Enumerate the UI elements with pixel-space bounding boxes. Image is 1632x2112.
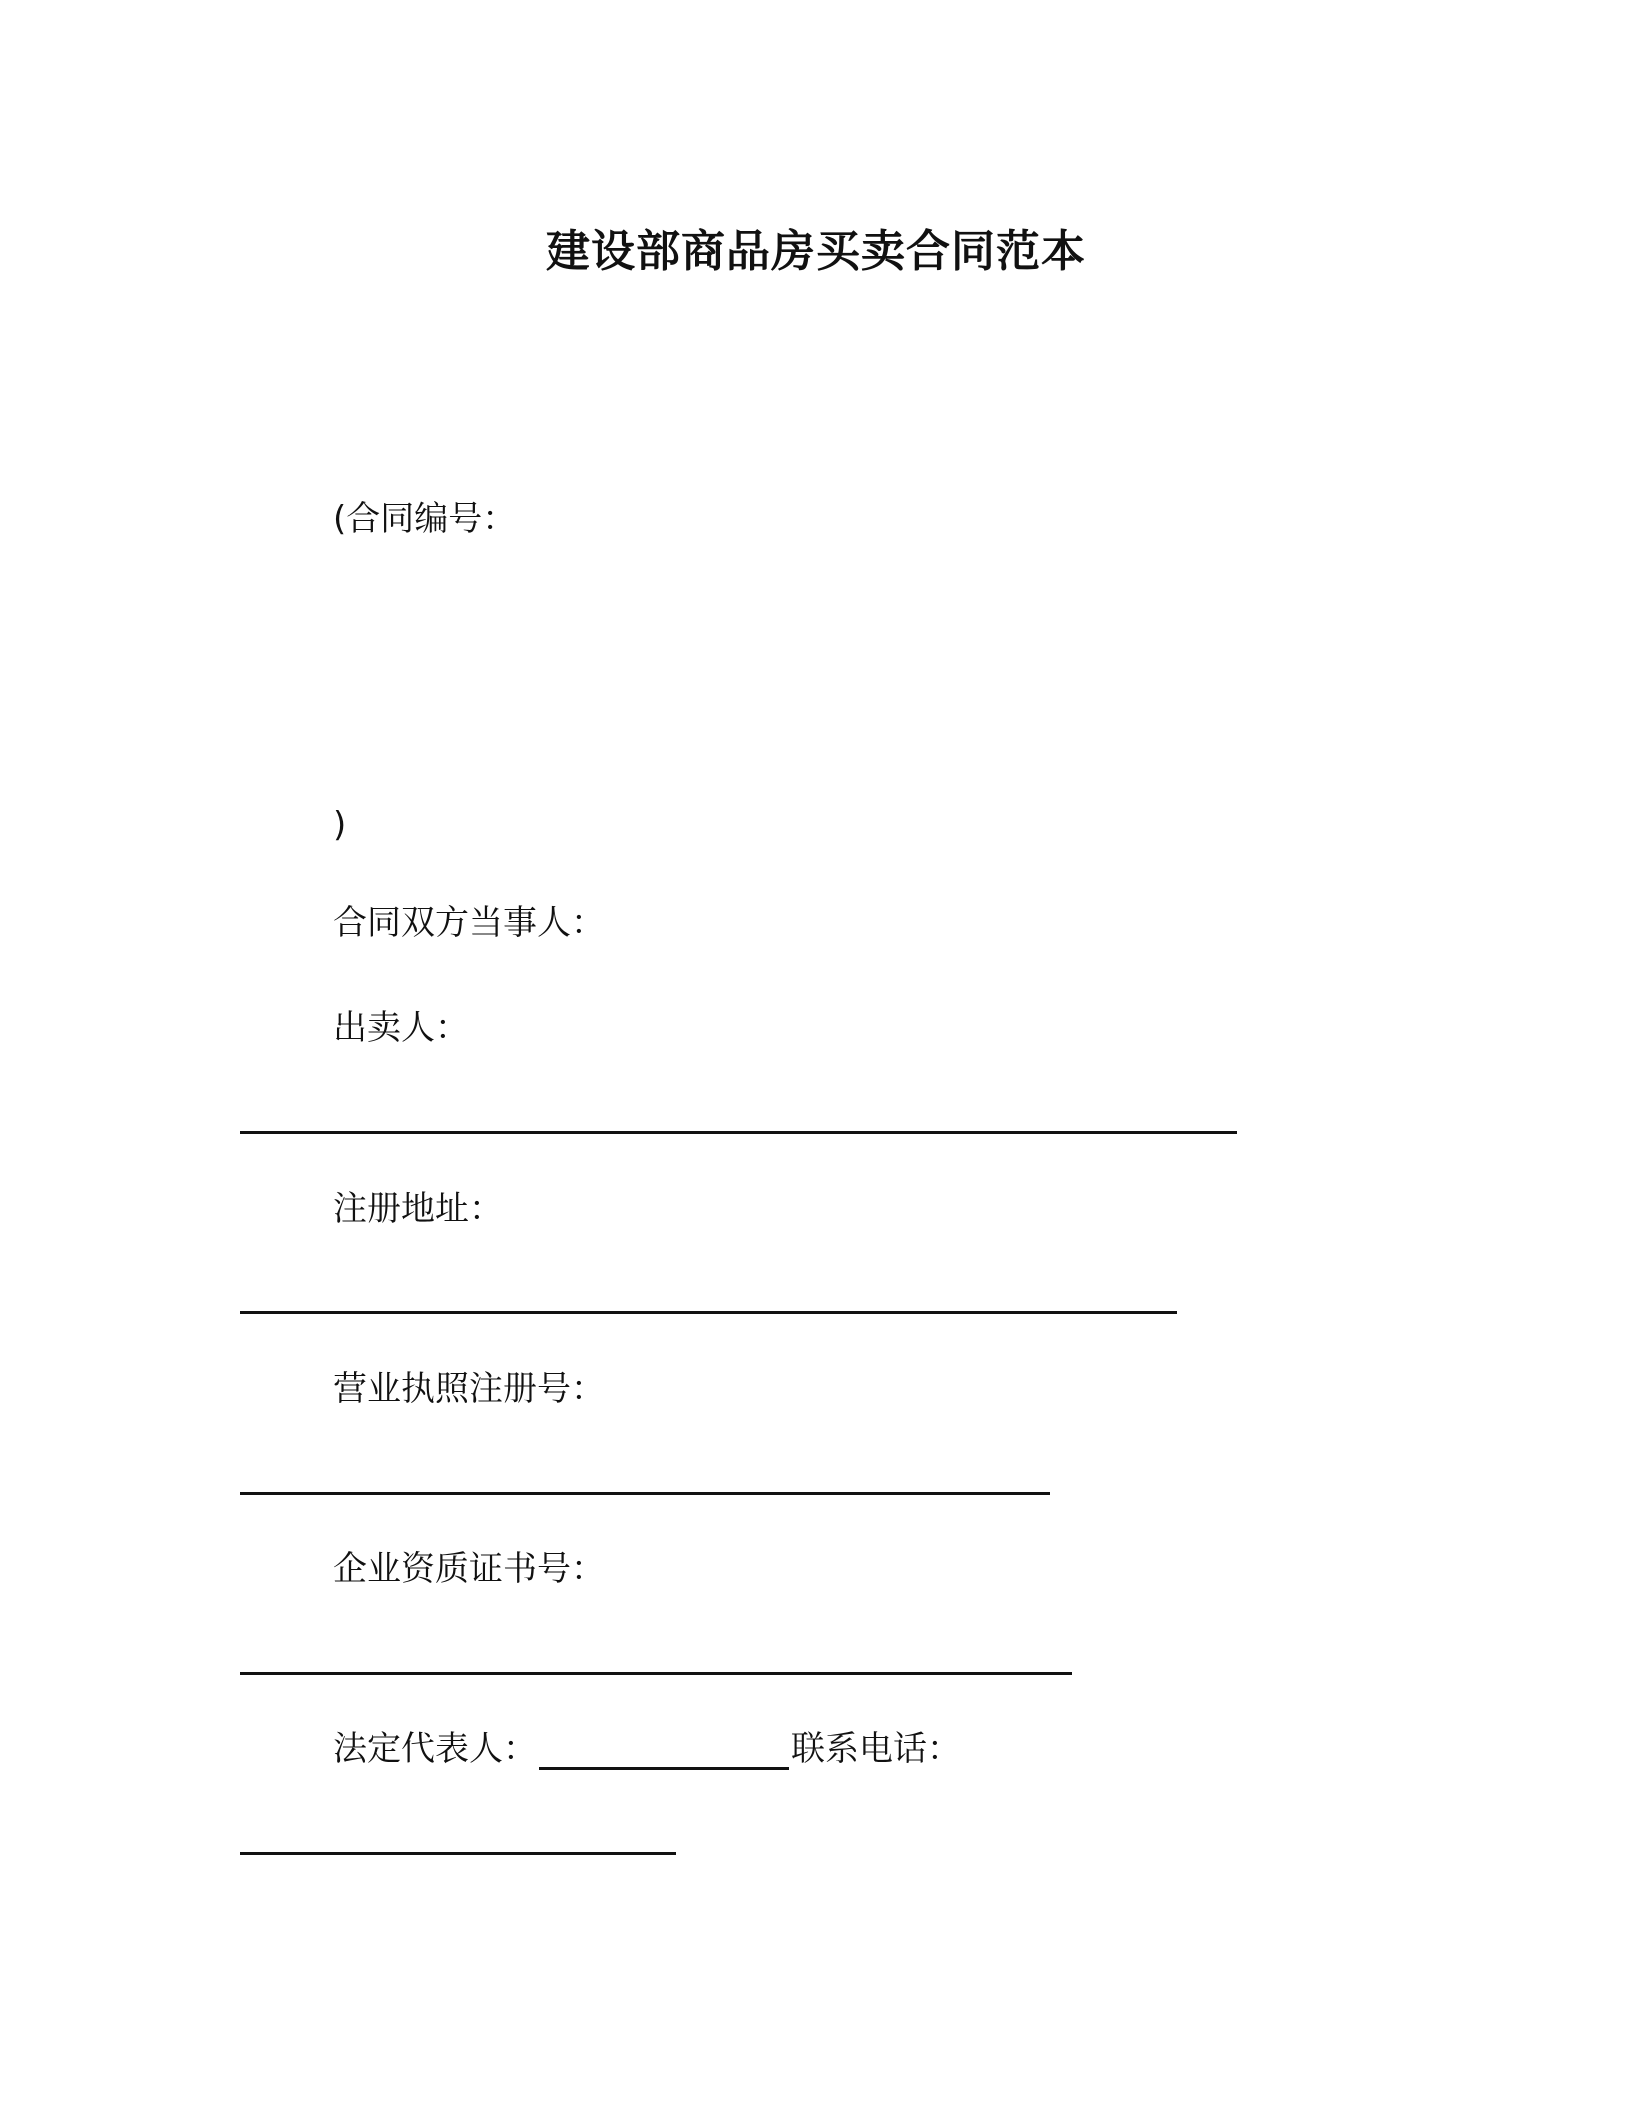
seller-blank-line [240, 1131, 1237, 1134]
business-license-label: 营业执照注册号： [333, 1369, 605, 1409]
registered-address-blank-line [240, 1311, 1177, 1314]
legal-representative-label: 法定代表人： [333, 1729, 537, 1769]
parties-label: 合同双方当事人： [333, 903, 605, 943]
contract-number-label: (合同编号： [333, 499, 517, 539]
document-title: 建设部商品房买卖合同范本 [546, 226, 1086, 277]
qualification-certificate-blank-line [240, 1672, 1072, 1675]
legal-representative-blank-line [539, 1767, 789, 1770]
qualification-certificate-label: 企业资质证书号： [333, 1549, 605, 1589]
seller-label: 出卖人： [333, 1008, 469, 1048]
business-license-blank-line [240, 1492, 1050, 1495]
contact-phone-label: 联系电话： [791, 1729, 961, 1769]
contract-number-close: ) [333, 805, 347, 845]
registered-address-label: 注册地址： [333, 1189, 503, 1229]
legal-representative-row [333, 1726, 961, 1772]
contact-phone-blank-line [240, 1852, 676, 1855]
